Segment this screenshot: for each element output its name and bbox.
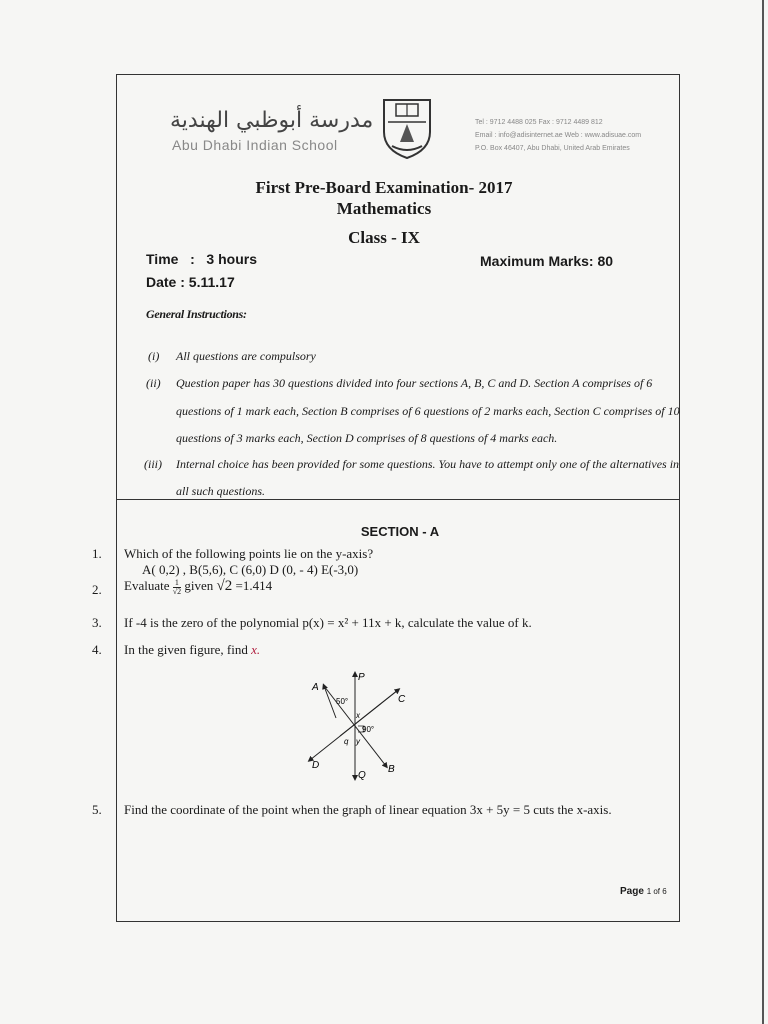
label-d: D [312, 760, 320, 771]
section-title: SECTION - A [360, 524, 440, 539]
contact-block [475, 116, 641, 155]
scan-edge [762, 0, 764, 1024]
instruction-line: all such questions. [176, 484, 265, 498]
fraction [173, 579, 181, 596]
line-ab [324, 686, 336, 718]
label-c: C [398, 694, 406, 705]
label-b: B [388, 764, 395, 775]
school-crest-icon [380, 96, 434, 160]
exam-date: Date : 5.11.17 [146, 274, 235, 290]
question-number: 2. [92, 582, 102, 597]
label-y: y [356, 737, 360, 746]
instruction-num: (iii) [144, 457, 162, 471]
question-text: If -4 is the zero of the polynomial p(x) = x² + 11x + k, calculate the value of k. [124, 615, 532, 630]
geometry-figure [300, 668, 420, 786]
contact-line: P.O. Box 46407, Abu Dhabi, United Arab Emirates [475, 145, 630, 152]
exam-max-marks: Maximum Marks: 80 [480, 253, 614, 269]
question-middle: given [184, 578, 214, 593]
label-q-angle: q [344, 737, 349, 746]
school-name-english: Abu Dhabi Indian School [172, 137, 338, 153]
question-number: 5. [92, 802, 102, 817]
contact-line: Email : info@adisinternet.ae Web : www.adisuae.com [475, 132, 642, 139]
page-of: 1 of 6 [646, 887, 667, 896]
question-number: 4. [92, 642, 102, 657]
exam-time: Time : 3 hours [146, 251, 257, 267]
page-number [620, 886, 667, 897]
question-suffix: =1.414 [235, 578, 273, 593]
question-prefix: Evaluate [124, 578, 170, 593]
handwritten-variable: x. [251, 642, 261, 657]
angle-50: 50° [336, 697, 349, 706]
exam-title: First Pre-Board Examination- 2017 [255, 178, 513, 197]
school-name-arabic: مدرسة أبوظبي الهندية [170, 108, 374, 133]
page-label: Page [620, 886, 644, 897]
question-text: Find the coordinate of the point when the graph of linear equation 3x + 5y = 5 cuts the x-axis. [124, 802, 612, 817]
question-text [124, 578, 272, 596]
exam-subject: Mathematics [336, 199, 432, 218]
angle-90: 90° [362, 725, 375, 734]
instructions-heading: General Instructions: [146, 307, 247, 321]
exam-class: Class - IX [348, 228, 420, 247]
contact-line: Tel : 9712 4488 025 Fax : 9712 4489 812 [475, 119, 603, 126]
label-p: P [358, 672, 365, 683]
label-x: x [356, 711, 360, 720]
instruction-num: (ii) [146, 376, 161, 390]
question-text: Which of the following points lie on the y-axis? [124, 546, 374, 561]
fraction-denominator: √2 [172, 586, 182, 596]
question-text [124, 642, 260, 658]
instruction-line: Internal choice has been provided for some questions. You have to attempt only one of the alternatives in [176, 457, 680, 471]
label-q: Q [358, 770, 366, 781]
question-body: In the given figure, find [124, 642, 248, 657]
instruction-num: (i) [148, 349, 160, 363]
question-number: 3. [92, 615, 102, 630]
header-divider [116, 499, 680, 500]
instruction-line: questions of 1 mark each, Section B comprises of 6 questions of 2 marks each, Section C comprises of 10 [176, 404, 680, 418]
radical: √2 [216, 578, 233, 594]
instruction-line: questions of 3 marks each, Section D comprises of 8 questions of 4 marks each. [176, 431, 558, 445]
instruction-line: Question paper has 30 questions divided into four sections A, B, C and D. Section A comprises of 6 [176, 376, 653, 390]
label-a: A [312, 682, 319, 693]
fraction-numerator: 1 [174, 577, 179, 587]
instruction-line: All questions are compulsory [176, 349, 316, 363]
question-options: A( 0,2) , B(5,6), C (6,0) D (0, - 4) E(-3,0) [142, 562, 359, 577]
question-number: 1. [92, 546, 102, 561]
